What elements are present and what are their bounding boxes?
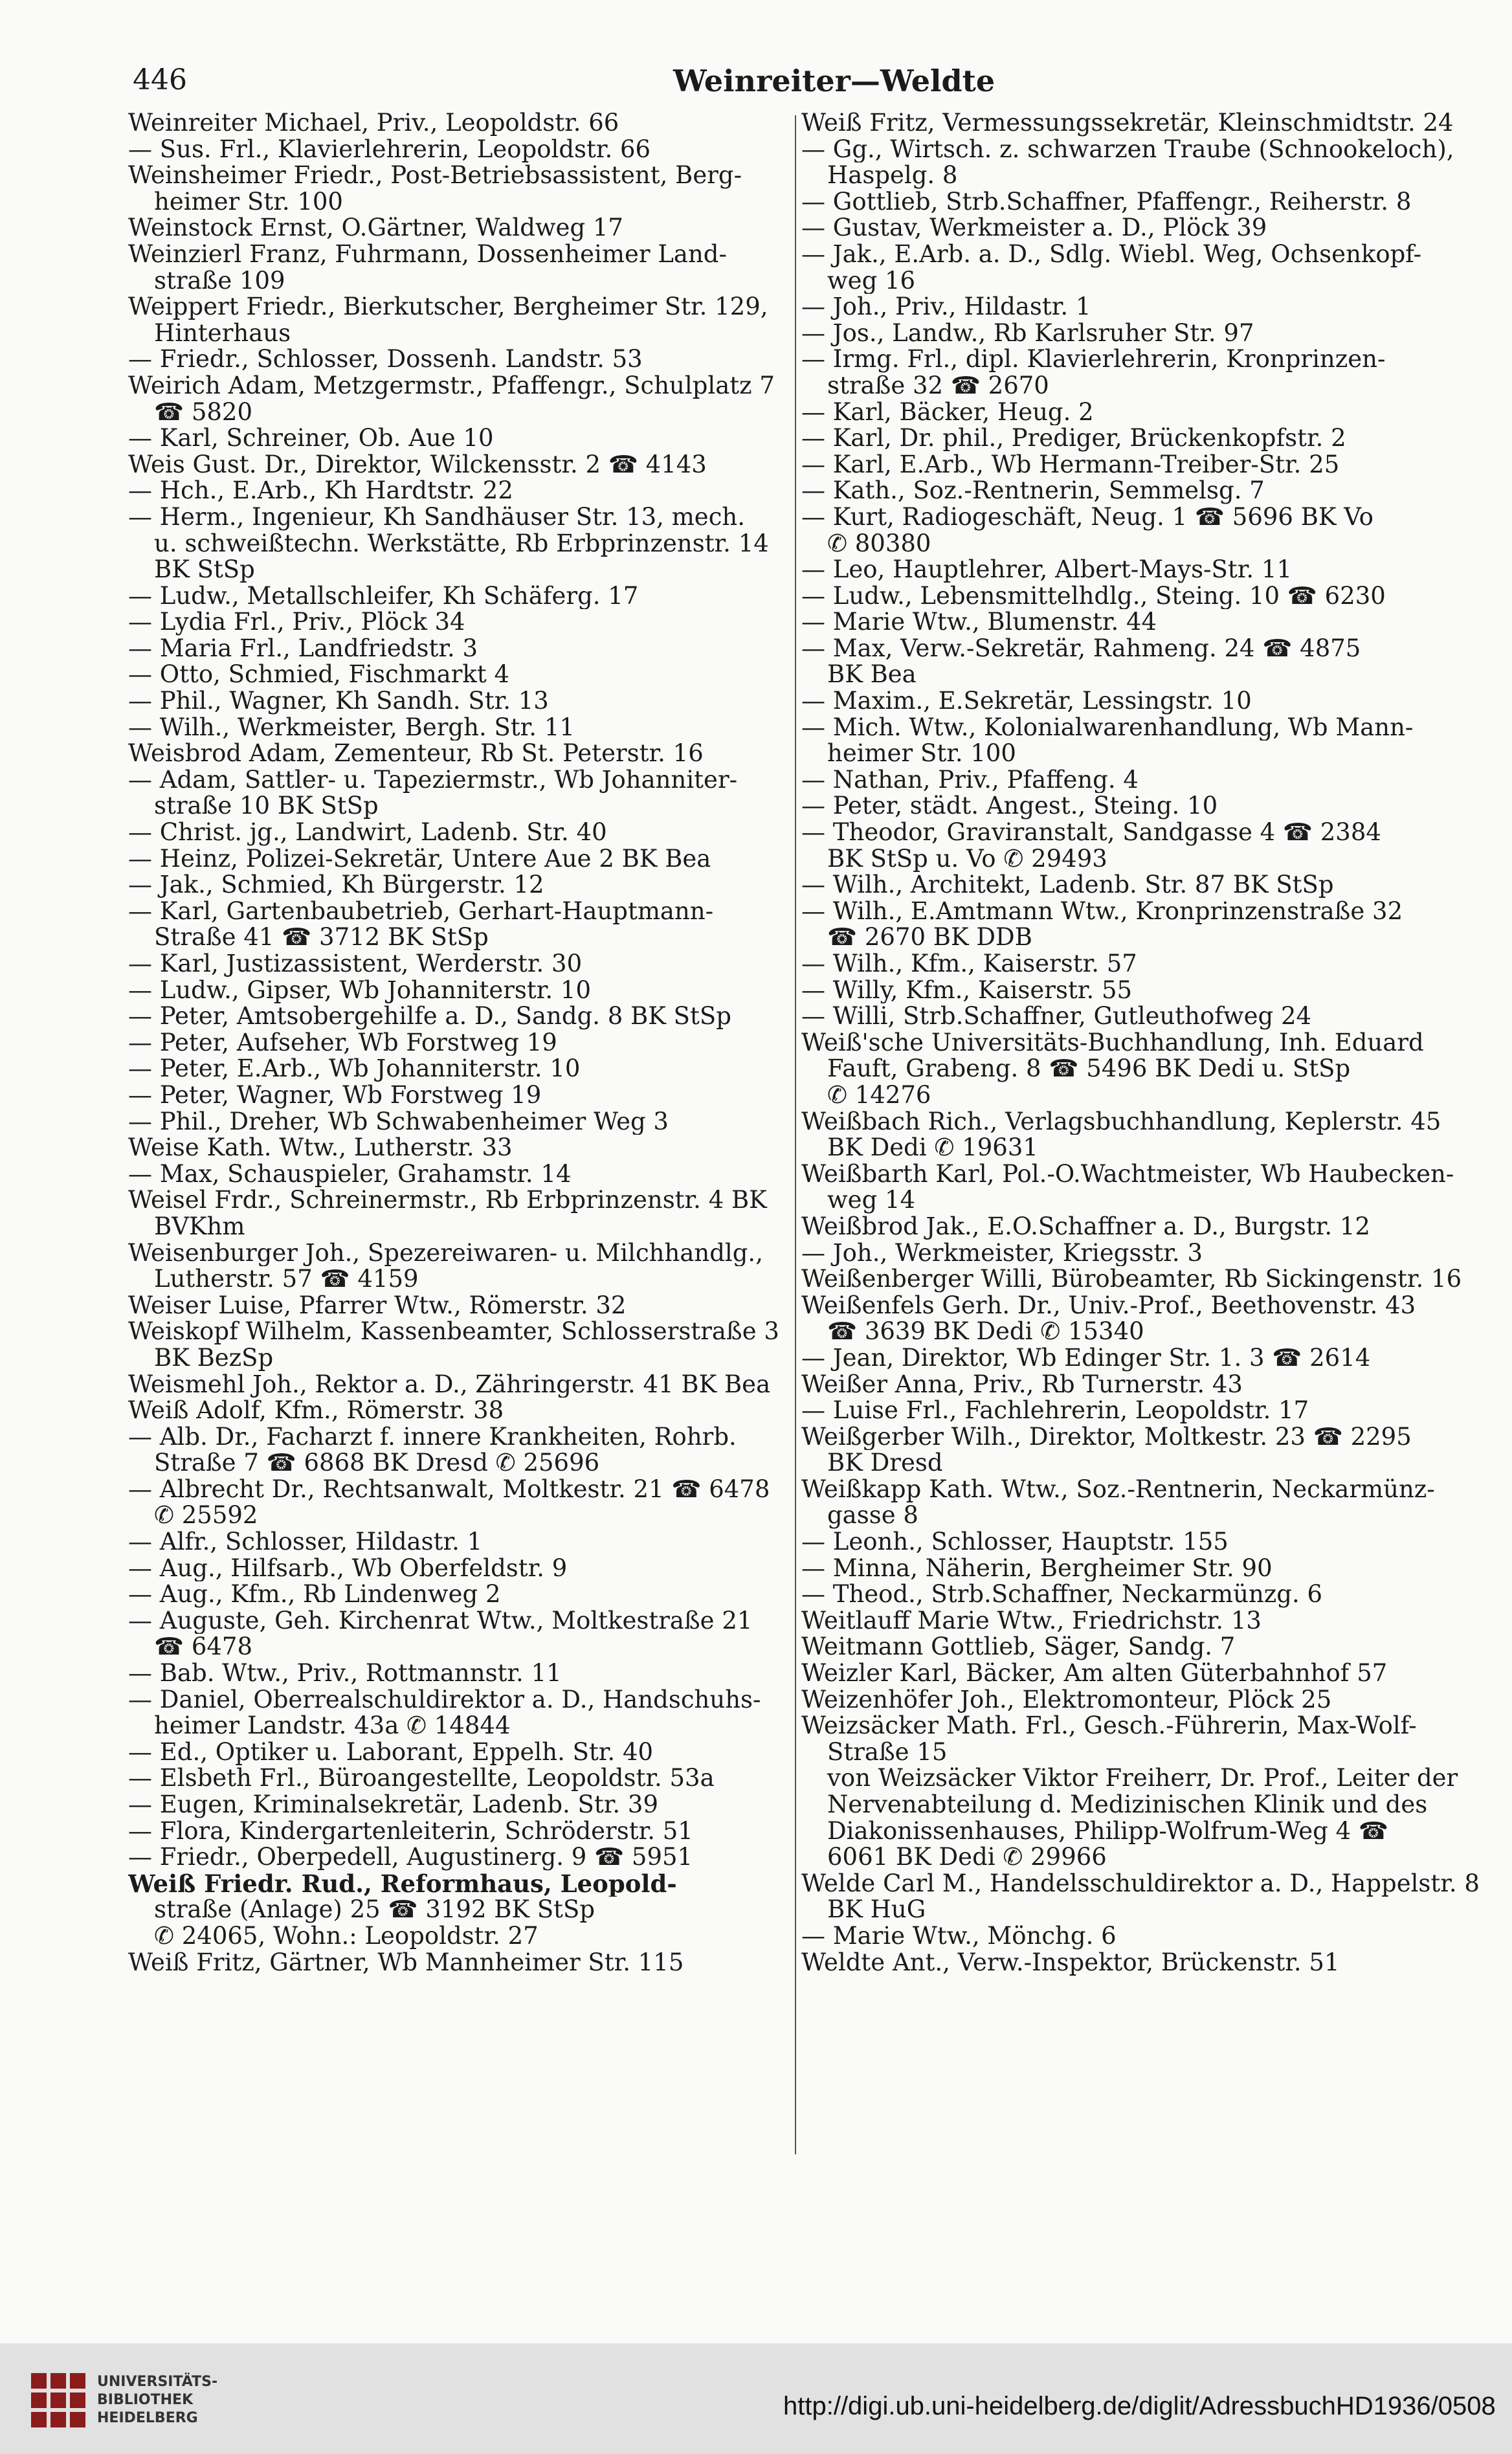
directory-line: Fauft, Grabeng. 8 ☎ 5496 BK Dedi u. StSp (827, 1056, 1351, 1082)
directory-line: Weiß Fritz, Vermessungssekretär, Kleinschmidtstr. 24 (801, 110, 1454, 137)
directory-line: Weiß Adolf, Kfm., Römerstr. 38 (128, 1398, 504, 1424)
directory-line: — Albrecht Dr., Rechtsanwalt, Moltkestr. 21 ☎ 6478 (128, 1476, 770, 1503)
directory-line: — Alfr., Schlosser, Hildastr. 1 (128, 1529, 483, 1556)
directory-line: — Auguste, Geh. Kirchenrat Wtw., Moltkestraße 21 (128, 1607, 753, 1634)
directory-line: — Alb. Dr., Facharzt f. innere Krankheiten, Rohrb. (128, 1423, 737, 1451)
directory-line: BK Dedi ✆ 19631 (827, 1135, 1038, 1161)
directory-line: Weisel Frdr., Schreinermstr., Rb Erbprinzenstr. 4 BK (128, 1187, 767, 1214)
directory-line: Weizler Karl, Bäcker, Am alten Güterbahnhof 57 (801, 1660, 1388, 1687)
directory-line: BK StSp u. Vo ✆ 29493 (827, 845, 1107, 873)
directory-line: heimer Str. 100 (827, 741, 1016, 767)
directory-line: — Phil., Wagner, Kh Sandh. Str. 13 (128, 688, 549, 715)
directory-line: Weirich Adam, Metzgermstr., Pfaffengr., Schulplatz 7 (128, 372, 775, 399)
directory-line: BVKhm (154, 1213, 245, 1240)
directory-line: — Kurt, Radiogeschäft, Neug. 1 ☎ 5696 BK Vo (801, 504, 1373, 531)
directory-line: Weisenburger Joh., Spezereiwaren- u. Milchhandlg., (128, 1240, 763, 1267)
directory-line: — Aug., Hilfsarb., Wb Oberfeldstr. 9 (128, 1555, 568, 1582)
directory-line: — Peter, Wagner, Wb Forstweg 19 (128, 1082, 542, 1109)
directory-line: — Karl, Schreiner, Ob. Aue 10 (128, 425, 494, 452)
directory-line: ☎ 2670 BK DDB (827, 924, 1032, 951)
directory-line: Weinstock Ernst, O.Gärtner, Waldweg 17 (128, 215, 623, 241)
directory-line: Welde Carl M., Handelsschuldirektor a. D., Happelstr. 8 (801, 1870, 1480, 1897)
directory-line: Weise Kath. Wtw., Lutherstr. 33 (128, 1135, 513, 1161)
directory-line: BK StSp (154, 557, 255, 583)
directory-line: Weismehl Joh., Rektor a. D., Zähringerstr. 41 BK Bea (128, 1371, 771, 1398)
directory-line: — Willi, Strb.Schaffner, Gutleuthofweg 24 (801, 1003, 1312, 1030)
library-name-line: HEIDELBERG (97, 2410, 198, 2426)
directory-line: — Elsbeth Frl., Büroangestellte, Leopoldstr. 53a (128, 1765, 715, 1792)
directory-line: Weiß'sche Universitäts-Buchhandlung, Inh. Eduard (801, 1029, 1424, 1056)
directory-line: — Flora, Kindergartenleiterin, Schröderstr. 51 (128, 1818, 693, 1845)
directory-line: weg 16 (827, 267, 916, 295)
library-logo-icon (26, 2368, 91, 2433)
directory-line: — Bab. Wtw., Priv., Rottmannstr. 11 (128, 1660, 562, 1687)
library-name-line: BIBLIOTHEK (97, 2392, 194, 2408)
directory-line: — Karl, Gartenbaubetrieb, Gerhart-Hauptmann- (128, 898, 714, 925)
directory-line: — Peter, Amtsobergehilfe a. D., Sandg. 8 BK StSp (128, 1003, 731, 1030)
directory-line: Weißbarth Karl, Pol.-O.Wachtmeister, Wb Haubecken- (801, 1161, 1454, 1188)
directory-line: — Gustav, Werkmeister a. D., Plöck 39 (801, 215, 1267, 241)
directory-line: — Joh., Werkmeister, Kriegsstr. 3 (801, 1240, 1203, 1267)
directory-line: — Irmg. Frl., dipl. Klavierlehrerin, Kronprinzen- (801, 346, 1386, 373)
directory-line: von Weizsäcker Viktor Freiherr, Dr. Prof., Leiter der (827, 1765, 1458, 1792)
directory-line: ☎ 5820 (154, 399, 253, 426)
directory-line: straße 32 ☎ 2670 (827, 372, 1049, 399)
directory-line: Weizenhöfer Joh., Elektromonteur, Plöck 25 (801, 1686, 1332, 1713)
library-name-line: UNIVERSITÄTS- (97, 2374, 218, 2390)
running-head: Weinreiter—Weldte (673, 63, 995, 98)
directory-line: — Wilh., Kfm., Kaiserstr. 57 (801, 951, 1137, 977)
directory-line: Hinterhaus (154, 320, 291, 347)
page-header (0, 63, 1512, 102)
directory-line: — Minna, Näherin, Bergheimer Str. 90 (801, 1555, 1273, 1582)
directory-line: — Friedr., Oberpedell, Augustinerg. 9 ☎ 5951 (128, 1844, 693, 1871)
directory-line: straße (Anlage) 25 ☎ 3192 BK StSp (154, 1897, 595, 1923)
directory-line: Straße 7 ☎ 6868 BK Dresd ✆ 25696 (154, 1450, 600, 1477)
directory-line: Weißgerber Wilh., Direktor, Moltkestr. 23 ☎ 2295 (801, 1423, 1412, 1451)
directory-line: — Peter, E.Arb., Wb Johanniterstr. 10 (128, 1056, 581, 1082)
directory-line: ✆ 25592 (154, 1502, 258, 1530)
directory-line: — Marie Wtw., Blumenstr. 44 (801, 609, 1157, 636)
directory-line: — Wilh., Werkmeister, Bergh. Str. 11 (128, 714, 575, 741)
directory-line: Weiß Fritz, Gärtner, Wb Mannheimer Str. 115 (128, 1949, 684, 1976)
directory-line: — Heinz, Polizei-Sekretär, Untere Aue 2 BK Bea (128, 845, 711, 873)
directory-line: — Theod., Strb.Schaffner, Neckarmünzg. 6 (801, 1581, 1323, 1608)
directory-line: heimer Str. 100 (154, 188, 343, 216)
directory-line: — Jak., E.Arb. a. D., Sdlg. Wiebl. Weg, Ochsenkopf- (801, 241, 1422, 268)
directory-line: — Karl, Justizassistent, Werderstr. 30 (128, 951, 583, 977)
directory-line: BK HuG (827, 1897, 926, 1923)
directory-line: — Ludw., Metallschleifer, Kh Schäferg. 17 (128, 583, 639, 610)
directory-line: Weis Gust. Dr., Direktor, Wilckensstr. 2 ☎ 4143 (128, 451, 707, 478)
directory-line: ☎ 3639 BK Dedi ✆ 15340 (827, 1319, 1144, 1345)
directory-line: — Ludw., Lebensmittelhdlg., Steing. 10 ☎ 6230 (801, 583, 1386, 610)
directory-line: — Theodor, Graviranstalt, Sandgasse 4 ☎ 2384 (801, 820, 1381, 846)
directory-line: — Luise Frl., Fachlehrerin, Leopoldstr. 17 (801, 1398, 1309, 1424)
right-column (801, 110, 1494, 1976)
directory-line: Weitmann Gottlieb, Säger, Sandg. 7 (801, 1634, 1236, 1661)
directory-line: Weißkapp Kath. Wtw., Soz.-Rentnerin, Neckarmünz- (801, 1476, 1435, 1503)
directory-line: Weizsäcker Math. Frl., Gesch.-Führerin, Max-Wolf- (801, 1713, 1417, 1739)
directory-line: 6061 BK Dedi ✆ 29966 (827, 1844, 1107, 1871)
directory-line: weg 14 (827, 1187, 916, 1214)
directory-line: — Wilh., Architekt, Ladenb. Str. 87 BK StSp (801, 872, 1334, 898)
page-number: 446 (133, 63, 187, 96)
directory-line: ✆ 24065, Wohn.: Leopoldstr. 27 (154, 1923, 539, 1950)
directory-line: — Kath., Soz.-Rentnerin, Semmelsg. 7 (801, 478, 1265, 504)
directory-line: — Joh., Priv., Hildastr. 1 (801, 294, 1091, 320)
directory-line: BK Bea (827, 662, 917, 689)
directory-line: — Jos., Landw., Rb Karlsruher Str. 97 (801, 320, 1254, 347)
directory-line: — Peter, städt. Angest., Steing. 10 (801, 793, 1218, 820)
directory-line: u. schweißtechn. Werkstätte, Rb Erbprinzenstr. 14 (154, 530, 769, 557)
directory-line: straße 10 BK StSp (154, 793, 379, 820)
directory-line: ☎ 6478 (154, 1634, 253, 1661)
directory-line: gasse 8 (827, 1502, 918, 1530)
directory-line: — Eugen, Kriminalsekretär, Ladenb. Str. 39 (128, 1792, 658, 1818)
directory-line: — Christ. jg., Landwirt, Ladenb. Str. 40 (128, 820, 607, 846)
source-url-link[interactable]: http://digi.ub.uni-heidelberg.de/diglit/AdressbuchHD1936/0508 (783, 2392, 1496, 2420)
directory-line: Weißer Anna, Priv., Rb Turnerstr. 43 (801, 1371, 1243, 1398)
directory-line: — Friedr., Schlosser, Dossenh. Landstr. 53 (128, 346, 643, 373)
directory-line: — Gg., Wirtsch. z. schwarzen Traube (Schnookeloch), (801, 136, 1454, 163)
directory-line: — Ludw., Gipser, Wb Johanniterstr. 10 (128, 977, 592, 1004)
directory-line: — Max, Schauspieler, Grahamstr. 14 (128, 1161, 572, 1188)
directory-line: BK Dresd (827, 1450, 943, 1477)
directory-line: Nervenabteilung d. Medizinischen Klinik und des (827, 1792, 1428, 1818)
directory-line: — Peter, Aufseher, Wb Forstweg 19 (128, 1029, 557, 1056)
directory-line: Weippert Friedr., Bierkutscher, Bergheimer Str. 129, (128, 294, 768, 320)
directory-line: — Wilh., E.Amtmann Wtw., Kronprinzenstraße 32 (801, 898, 1403, 925)
directory-line: — Hch., E.Arb., Kh Hardtstr. 22 (128, 478, 513, 504)
directory-line: — Aug., Kfm., Rb Lindenweg 2 (128, 1581, 501, 1608)
directory-line: Weiser Luise, Pfarrer Wtw., Römerstr. 32 (128, 1292, 627, 1319)
directory-line: — Mich. Wtw., Kolonialwarenhandlung, Wb Mann- (801, 714, 1414, 741)
left-column (128, 110, 788, 1976)
directory-line: Weinsheimer Friedr., Post-Betriebsassistent, Berg- (128, 162, 742, 189)
directory-line: — Otto, Schmied, Fischmarkt 4 (128, 662, 510, 689)
directory-line: Weiß Friedr. Rud., Reformhaus, Leopold- (128, 1870, 677, 1897)
column-divider (795, 115, 796, 2154)
directory-line: — Nathan, Priv., Pfaffeng. 4 (801, 766, 1139, 794)
directory-line: Weißbrod Jak., E.O.Schaffner a. D., Burgstr. 12 (801, 1213, 1370, 1240)
directory-line: — Sus. Frl., Klavierlehrerin, Leopoldstr. 66 (128, 136, 651, 163)
directory-line: — Karl, Dr. phil., Prediger, Brückenkopfstr. 2 (801, 425, 1346, 452)
directory-line: — Maria Frl., Landfriedstr. 3 (128, 635, 478, 662)
directory-line: Weiskopf Wilhelm, Kassenbeamter, Schlosserstraße 3 (128, 1319, 779, 1345)
directory-line: ✆ 80380 (827, 530, 931, 557)
directory-line: — Willy, Kfm., Kaiserstr. 55 (801, 977, 1133, 1004)
directory-line: — Gottlieb, Strb.Schaffner, Pfaffengr., Reiherstr. 8 (801, 188, 1412, 216)
directory-line: — Max, Verw.-Sekretär, Rahmeng. 24 ☎ 4875 (801, 635, 1361, 662)
directory-line: — Karl, Bäcker, Heug. 2 (801, 399, 1094, 426)
directory-line: Haspelg. 8 (827, 162, 958, 189)
directory-line: heimer Landstr. 43a ✆ 14844 (154, 1713, 511, 1739)
directory-line: — Jean, Direktor, Wb Edinger Str. 1. 3 ☎ 2614 (801, 1344, 1371, 1372)
directory-line: Lutherstr. 57 ☎ 4159 (154, 1266, 419, 1293)
directory-line: straße 109 (154, 267, 285, 295)
directory-line: BK BezSp (154, 1344, 274, 1372)
directory-line: Diakonissenhauses, Philipp-Wolfrum-Weg 4 ☎ (827, 1818, 1388, 1845)
directory-line: Straße 41 ☎ 3712 BK StSp (154, 924, 489, 951)
directory-line: — Lydia Frl., Priv., Plöck 34 (128, 609, 465, 636)
directory-line: — Leo, Hauptlehrer, Albert-Mays-Str. 11 (801, 557, 1292, 583)
directory-line: — Daniel, Oberrealschuldirektor a. D., Handschuhs- (128, 1686, 761, 1713)
directory-line: — Karl, E.Arb., Wb Hermann-Treiber-Str. 25 (801, 451, 1340, 478)
directory-line: — Marie Wtw., Mönchg. 6 (801, 1923, 1117, 1950)
directory-line: — Jak., Schmied, Kh Bürgerstr. 12 (128, 872, 544, 898)
library-name (97, 2373, 217, 2427)
directory-line: — Ed., Optiker u. Laborant, Eppelh. Str. 40 (128, 1739, 654, 1766)
directory-line: ✆ 14276 (827, 1082, 931, 1109)
directory-line: Weißbach Rich., Verlagsbuchhandlung, Keplerstr. 45 (801, 1108, 1441, 1135)
directory-line: Straße 15 (827, 1739, 948, 1766)
directory-line: — Leonh., Schlosser, Hauptstr. 155 (801, 1529, 1228, 1556)
directory-line: Weisbrod Adam, Zementeur, Rb St. Peterstr. 16 (128, 741, 704, 767)
directory-line: Weinzierl Franz, Fuhrmann, Dossenheimer Land- (128, 241, 727, 268)
directory-line: Weißenberger Willi, Bürobeamter, Rb Sickingenstr. 16 (801, 1266, 1462, 1293)
directory-line: — Maxim., E.Sekretär, Lessingstr. 10 (801, 688, 1252, 715)
directory-line: Weldte Ant., Verw.-Inspektor, Brückenstr. 51 (801, 1949, 1340, 1976)
directory-line: — Adam, Sattler- u. Tapeziermstr., Wb Johanniter- (128, 766, 738, 794)
directory-line: — Phil., Dreher, Wb Schwabenheimer Weg 3 (128, 1108, 669, 1135)
directory-line: Weißenfels Gerh. Dr., Univ.-Prof., Beethovenstr. 43 (801, 1292, 1416, 1319)
directory-line: Weinreiter Michael, Priv., Leopoldstr. 66 (128, 110, 619, 137)
footer-bar (0, 2343, 1512, 2454)
directory-line: — Herm., Ingenieur, Kh Sandhäuser Str. 13, mech. (128, 504, 746, 531)
directory-line: Weitlauff Marie Wtw., Friedrichstr. 13 (801, 1607, 1262, 1634)
